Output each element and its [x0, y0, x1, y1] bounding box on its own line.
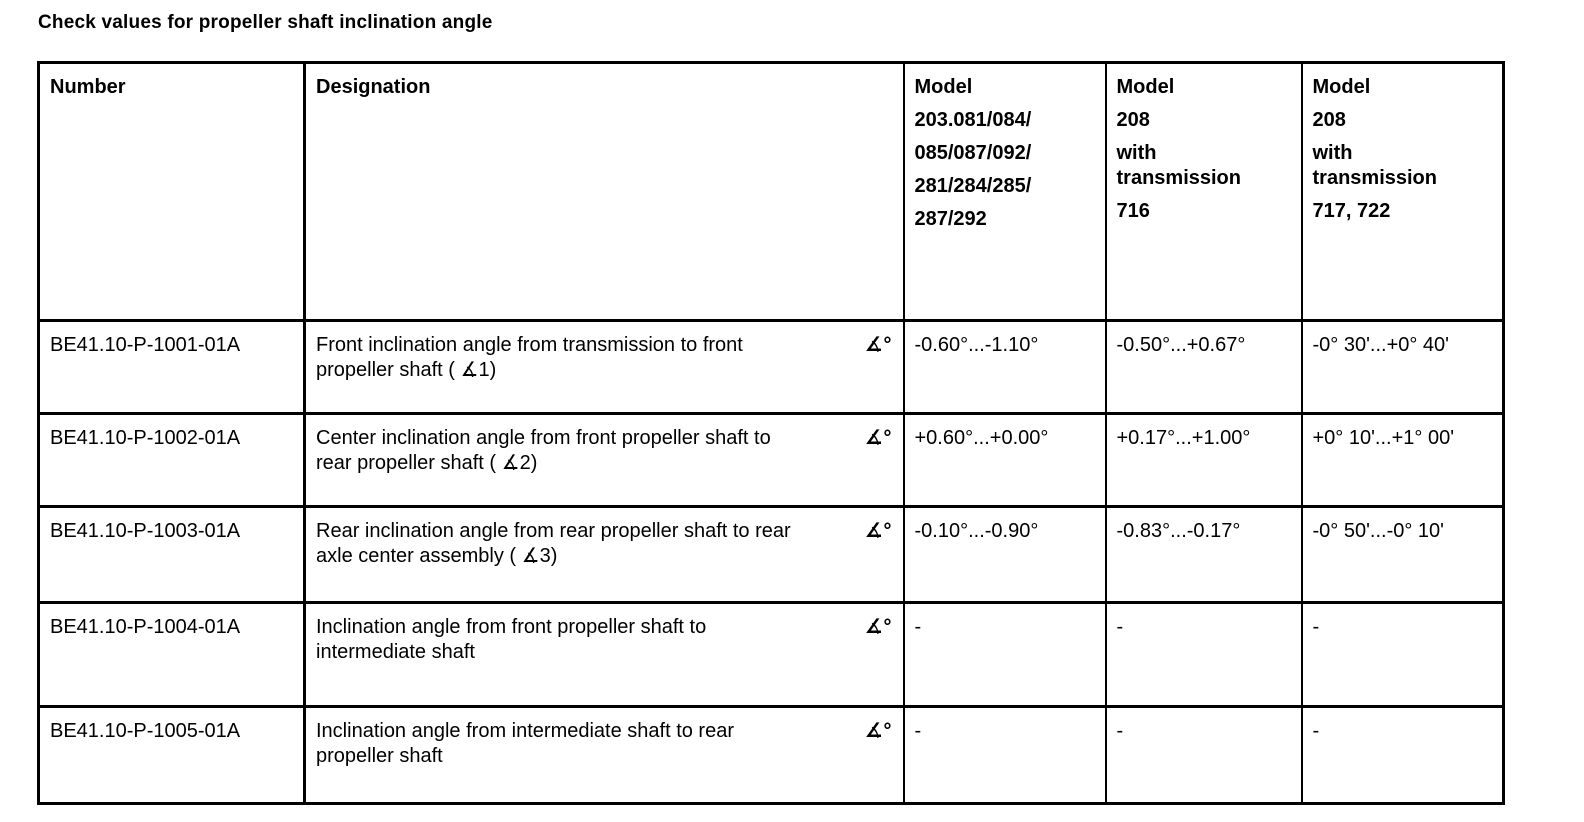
model2-value-cell: -: [1106, 603, 1302, 707]
column-header-paragraph: [1313, 108, 1491, 133]
model1-value-cell: +0.60°...+0.00°: [904, 414, 1106, 507]
table-row: [39, 707, 1504, 804]
designation-cell: [305, 507, 904, 603]
angle-degree-icon: ∡°: [864, 334, 891, 356]
model1-value-cell: -: [904, 603, 1106, 707]
column-header-paragraph: [1117, 141, 1289, 191]
col-header-model2: [1106, 63, 1302, 321]
model1-value-cell: -0.10°...-0.90°: [904, 507, 1106, 603]
col-header-model3: [1302, 63, 1504, 321]
model1-value-cell: -0.60°...-1.10°: [904, 321, 1106, 414]
number-cell: BE41.10-P-1004-01A: [39, 603, 305, 707]
column-header-text: 281/284/285/: [914, 175, 1032, 197]
column-header-paragraph: [915, 207, 1093, 232]
column-header-paragraph: [1313, 199, 1491, 224]
model2-value-cell: +0.17°...+1.00°: [1106, 414, 1302, 507]
column-header-text: with: [1312, 142, 1353, 164]
model3-value-cell: -: [1302, 603, 1504, 707]
column-header-paragraph: [1313, 141, 1491, 191]
column-header-paragraph: [1117, 75, 1289, 100]
number-cell: BE41.10-P-1003-01A: [39, 507, 305, 603]
model3-value-cell: -0° 30'...+0° 40': [1302, 321, 1504, 414]
designation-content: [316, 333, 891, 383]
designation-cell: [305, 414, 904, 507]
designation-text: Center inclination angle from front propeller shaft to rear propeller shaft ( ∡2): [316, 427, 771, 474]
designation-text: Rear inclination angle from rear propeller shaft to rear axle center assembly ( ∡3): [316, 520, 791, 567]
column-header-paragraph: [915, 174, 1093, 199]
designation-content: [316, 615, 891, 665]
column-header-paragraph: [915, 75, 1093, 100]
designation-text: Front inclination angle from transmission to front propeller shaft ( ∡1): [316, 334, 743, 381]
column-header-text: transmission: [1116, 167, 1241, 189]
column-header-paragraph: [915, 108, 1093, 133]
col-header-designation: [305, 63, 904, 321]
designation-content: [316, 519, 891, 569]
col-header-number: [39, 63, 305, 321]
angle-degree-icon: ∡°: [864, 520, 891, 542]
column-header-text: 716: [1116, 200, 1150, 222]
angle-degree-icon: ∡°: [864, 616, 891, 638]
designation-content: [316, 426, 891, 476]
designation-cell: [305, 603, 904, 707]
column-header-text: with: [1116, 142, 1157, 164]
col-header-designation-label: Designation: [316, 76, 431, 98]
page-title: Check values for propeller shaft inclination angle: [38, 12, 493, 33]
number-cell: BE41.10-P-1005-01A: [39, 707, 305, 804]
column-header-text: transmission: [1312, 167, 1437, 189]
designation-content: [316, 719, 891, 769]
model3-value-cell: -: [1302, 707, 1504, 804]
column-header-paragraph: [1117, 108, 1289, 133]
column-header-text: Model: [1116, 76, 1175, 98]
designation-cell: [305, 321, 904, 414]
column-header-paragraph: [1117, 199, 1289, 224]
col-header-model1: [904, 63, 1106, 321]
header-row: [39, 63, 1504, 321]
angle-degree-icon: ∡°: [864, 720, 891, 742]
check-values-table: [37, 61, 1505, 805]
table-row: [39, 507, 1504, 603]
model2-value-cell: -0.83°...-0.17°: [1106, 507, 1302, 603]
designation-text: Inclination angle from intermediate shaft to rear propeller shaft: [316, 720, 734, 767]
column-header-text: 085/087/092/: [914, 142, 1032, 164]
column-header-paragraph: [915, 141, 1093, 166]
table-body: [39, 321, 1504, 804]
number-cell: BE41.10-P-1002-01A: [39, 414, 305, 507]
column-header-text: 208: [1116, 109, 1150, 131]
number-cell: BE41.10-P-1001-01A: [39, 321, 305, 414]
model2-value-cell: -: [1106, 707, 1302, 804]
column-header-text: 203.081/084/: [914, 109, 1032, 131]
model3-value-cell: +0° 10'...+1° 00': [1302, 414, 1504, 507]
table-row: [39, 414, 1504, 507]
designation-text: Inclination angle from front propeller shaft to intermediate shaft: [316, 616, 707, 663]
model2-value-cell: -0.50°...+0.67°: [1106, 321, 1302, 414]
model3-value-cell: -0° 50'...-0° 10': [1302, 507, 1504, 603]
table-row: [39, 603, 1504, 707]
column-header-paragraph: [1313, 75, 1491, 100]
designation-cell: [305, 707, 904, 804]
column-header-text: Model: [1312, 76, 1371, 98]
col-header-number-label: Number: [50, 76, 126, 98]
column-header-text: 717, 722: [1312, 200, 1391, 222]
column-header-text: Model: [914, 76, 973, 98]
model1-value-cell: -: [904, 707, 1106, 804]
table-row: [39, 321, 1504, 414]
column-header-text: 208: [1312, 109, 1346, 131]
column-header-text: 287/292: [914, 208, 987, 230]
angle-degree-icon: ∡°: [864, 427, 891, 449]
